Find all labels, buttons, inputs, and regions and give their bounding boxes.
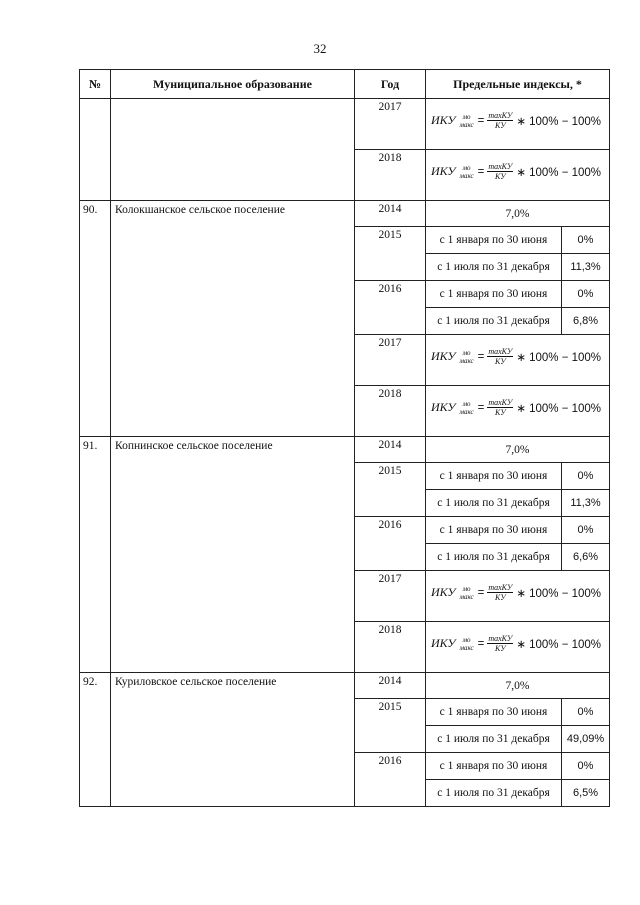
year-cell: 2015	[355, 699, 426, 753]
formula-fraction: $\frac{\max КУ}{КУ}$	[488, 162, 513, 181]
table-header-row	[80, 70, 610, 99]
index-formula-cell	[426, 99, 610, 150]
entry-number: 91.	[80, 437, 111, 673]
formula-equals: =	[477, 637, 485, 650]
formula-lhs-scripts: мо макс	[459, 112, 474, 129]
header-year: Год	[355, 70, 426, 99]
year-cell: 2018	[355, 150, 426, 201]
formula-fraction: $\frac{\max КУ}{КУ}$	[488, 634, 513, 653]
period-value: 0%	[562, 517, 610, 544]
period-label: с 1 января по 30 июня	[426, 227, 562, 254]
year-cell: 2016	[355, 753, 426, 807]
index-value: 7,0%	[426, 437, 610, 463]
index-formula	[426, 335, 609, 366]
formula-lhs: ИКУ	[430, 400, 456, 414]
year-cell: 2017	[355, 335, 426, 386]
year-cell: 2015	[355, 227, 426, 281]
table-row	[80, 99, 610, 150]
year-cell: 2014	[355, 437, 426, 463]
table-row	[80, 201, 610, 227]
header-municipality: Муниципальное образование	[111, 70, 355, 99]
formula-lhs-scripts: мо макс	[459, 584, 474, 601]
period-label: с 1 июля по 31 декабря	[426, 254, 562, 281]
index-formula-cell	[426, 571, 610, 622]
period-label: с 1 января по 30 июня	[426, 699, 562, 726]
formula-equals: =	[477, 586, 485, 599]
year-cell: 2016	[355, 281, 426, 335]
period-value: 6,5%	[562, 780, 610, 807]
formula-tail: ∗ 100% − 100%	[516, 115, 602, 128]
page-number: 32	[313, 41, 327, 56]
formula-tail: ∗ 100% − 100%	[516, 166, 602, 179]
formula-tail: ∗ 100% − 100%	[516, 587, 602, 600]
period-value: 49,09%	[562, 726, 610, 753]
year-cell: 2016	[355, 517, 426, 571]
period-label: с 1 января по 30 июня	[426, 281, 562, 308]
entry-number	[80, 99, 111, 201]
formula-lhs-scripts: мо макс	[459, 348, 474, 365]
index-formula-cell	[426, 150, 610, 201]
period-value: 6,6%	[562, 544, 610, 571]
period-value: 11,3%	[562, 490, 610, 517]
formula-fraction: $\frac{\max КУ}{КУ}$	[488, 398, 513, 417]
period-label: с 1 января по 30 июня	[426, 753, 562, 780]
period-value: 0%	[562, 753, 610, 780]
formula-equals: =	[477, 350, 485, 363]
formula-fraction: $\frac{\max КУ}{КУ}$	[488, 583, 513, 602]
period-value: 0%	[562, 463, 610, 490]
formula-fraction: $\frac{\max КУ}{КУ}$	[488, 347, 513, 366]
index-formula	[426, 99, 609, 130]
index-formula-cell	[426, 335, 610, 386]
period-label: с 1 января по 30 июня	[426, 463, 562, 490]
year-cell: 2017	[355, 571, 426, 622]
index-value: 7,0%	[426, 201, 610, 227]
period-value: 0%	[562, 699, 610, 726]
entry-number: 90.	[80, 201, 111, 437]
formula-lhs: ИКУ	[430, 636, 456, 650]
year-cell: 2018	[355, 386, 426, 437]
formula-lhs: ИКУ	[430, 349, 456, 363]
year-cell: 2014	[355, 201, 426, 227]
formula-lhs: ИКУ	[430, 113, 456, 127]
formula-lhs-scripts: мо макс	[459, 635, 474, 652]
index-formula	[426, 386, 609, 417]
period-label: с 1 июля по 31 декабря	[426, 544, 562, 571]
formula-lhs: ИКУ	[430, 164, 456, 178]
formula-lhs-scripts: мо макс	[459, 399, 474, 416]
period-value: 0%	[562, 281, 610, 308]
period-label: с 1 января по 30 июня	[426, 517, 562, 544]
formula-lhs-scripts: мо макс	[459, 163, 474, 180]
formula-equals: =	[477, 114, 485, 127]
index-formula	[426, 571, 609, 602]
period-label: с 1 июля по 31 декабря	[426, 308, 562, 335]
index-formula	[426, 622, 609, 653]
header-indices: Предельные индексы, *	[426, 70, 610, 99]
formula-equals: =	[477, 165, 485, 178]
index-value: 7,0%	[426, 673, 610, 699]
formula-fraction: $\frac{\max КУ}{КУ}$	[488, 111, 513, 130]
year-cell: 2015	[355, 463, 426, 517]
entry-number: 92.	[80, 673, 111, 807]
municipality-name: Колокшанское сельское поселение	[111, 201, 355, 437]
formula-lhs: ИКУ	[430, 585, 456, 599]
index-formula	[426, 150, 609, 181]
period-value: 6,8%	[562, 308, 610, 335]
formula-tail: ∗ 100% − 100%	[516, 402, 602, 415]
index-formula-cell	[426, 386, 610, 437]
table-row	[80, 673, 610, 699]
index-formula-cell	[426, 622, 610, 673]
year-cell: 2017	[355, 99, 426, 150]
year-cell: 2014	[355, 673, 426, 699]
municipality-name	[111, 99, 355, 201]
municipality-name: Куриловское сельское поселение	[111, 673, 355, 807]
municipality-name: Копнинское сельское поселение	[111, 437, 355, 673]
table-row	[80, 437, 610, 463]
period-label: с 1 июля по 31 декабря	[426, 726, 562, 753]
period-value: 0%	[562, 227, 610, 254]
formula-tail: ∗ 100% − 100%	[516, 638, 602, 651]
header-no: №	[80, 70, 111, 99]
limit-indices-table	[79, 69, 610, 807]
year-cell: 2018	[355, 622, 426, 673]
formula-equals: =	[477, 401, 485, 414]
period-label: с 1 июля по 31 декабря	[426, 490, 562, 517]
period-label: с 1 июля по 31 декабря	[426, 780, 562, 807]
period-value: 11,3%	[562, 254, 610, 281]
formula-tail: ∗ 100% − 100%	[516, 351, 602, 364]
